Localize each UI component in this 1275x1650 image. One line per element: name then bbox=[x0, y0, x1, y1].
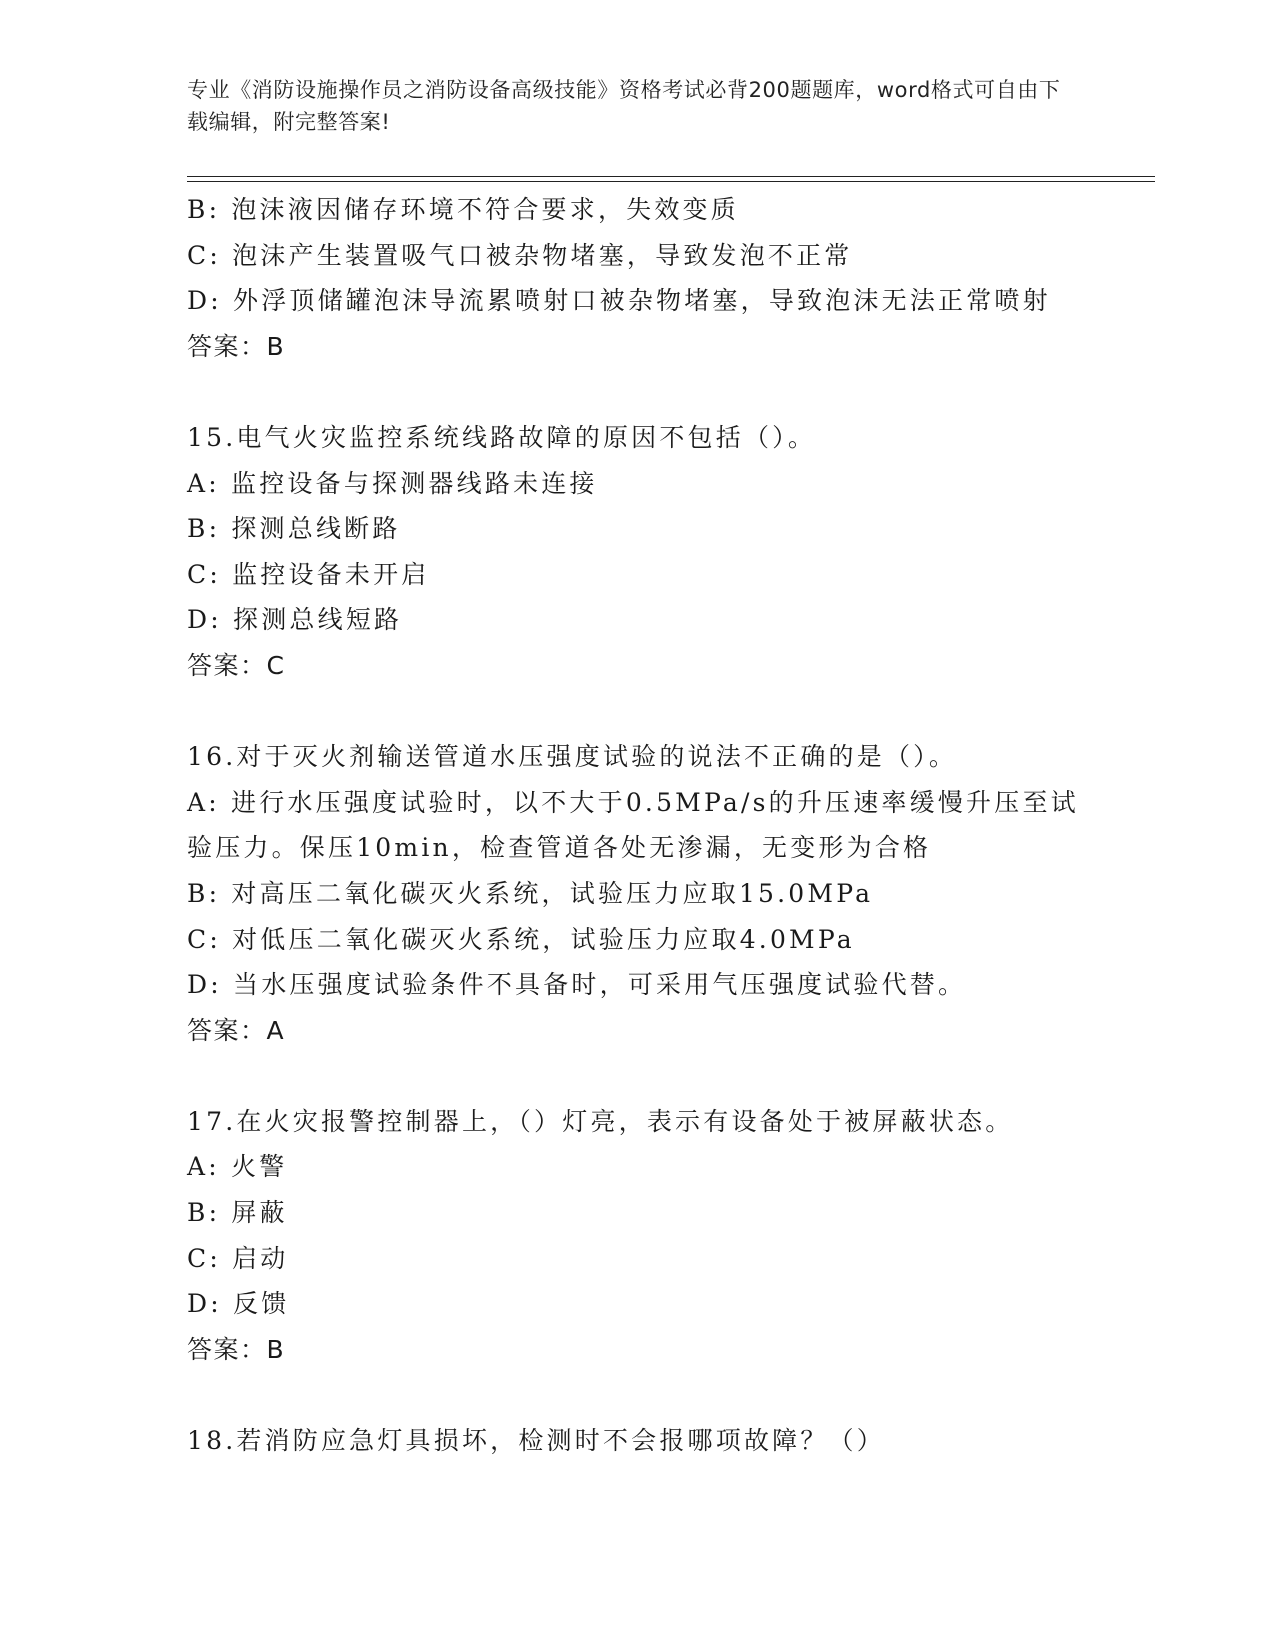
option-c: C: 启动 bbox=[187, 1243, 289, 1273]
spacer bbox=[187, 689, 1087, 735]
option-b: B: 屏蔽 bbox=[187, 1198, 288, 1228]
question-18 bbox=[187, 1418, 1087, 1464]
answer: 答案：B bbox=[187, 331, 286, 361]
header-rule-top bbox=[187, 176, 1155, 177]
option-b: B: 对高压二氧化碳灭火系统，试验压力应取15.0MPa bbox=[187, 878, 874, 908]
answer: 答案：B bbox=[187, 1334, 286, 1364]
spacer bbox=[187, 1053, 1087, 1099]
question-17 bbox=[187, 1099, 1087, 1373]
header-rule-bottom bbox=[187, 181, 1155, 182]
spacer bbox=[187, 369, 1087, 415]
option-a: A: 监控设备与探测器线路未连接 bbox=[187, 468, 598, 498]
option-d: D: 探测总线短路 bbox=[187, 605, 403, 635]
answer: 答案：C bbox=[187, 650, 286, 680]
question-14-continued bbox=[187, 187, 1087, 369]
question-text: 16.对于灭火剂输送管道水压强度试验的说法不正确的是（）。 bbox=[187, 742, 958, 772]
question-text: 17.在火灾报警控制器上，（）灯亮，表示有设备处于被屏蔽状态。 bbox=[187, 1106, 1014, 1136]
option-a: A: 进行水压强度试验时，以不大于0.5MPa/s的升压速率缓慢升压至试验压力。保压10min，检查管道各处无渗漏，无变形为合格 bbox=[187, 787, 1079, 863]
option-d: D: 外浮顶储罐泡沫导流累喷射口被杂物堵塞，导致泡沫无法正常喷射 bbox=[187, 286, 1051, 316]
option-a: A: 火警 bbox=[187, 1152, 288, 1182]
question-list bbox=[187, 187, 1087, 1464]
question-text: 18.若消防应急灯具损坏，检测时不会报哪项故障？（） bbox=[187, 1426, 885, 1456]
option-d: D: 反馈 bbox=[187, 1289, 290, 1319]
option-b: B: 泡沫液因储存环境不符合要求，失效变质 bbox=[187, 195, 739, 224]
question-text: 15.电气火灾监控系统线路故障的原因不包括（）。 bbox=[187, 422, 817, 452]
option-d: D: 当水压强度试验条件不具备时，可采用气压强度试验代替。 bbox=[187, 970, 967, 1000]
option-c: C: 泡沫产生装置吸气口被杂物堵塞，导致发泡不正常 bbox=[187, 240, 853, 270]
document-header: 专业《消防设施操作员之消防设备高级技能》资格考试必背200题题库，word格式可自由下载编辑，附完整答案! bbox=[187, 78, 1061, 134]
question-16 bbox=[187, 734, 1087, 1053]
question-15 bbox=[187, 415, 1087, 689]
spacer bbox=[187, 1372, 1087, 1418]
option-c: C: 监控设备未开启 bbox=[187, 559, 430, 589]
option-c: C: 对低压二氧化碳灭火系统，试验压力应取4.0MPa bbox=[187, 924, 855, 954]
option-b: B: 探测总线断路 bbox=[187, 514, 401, 544]
answer: 答案：A bbox=[187, 1015, 286, 1045]
